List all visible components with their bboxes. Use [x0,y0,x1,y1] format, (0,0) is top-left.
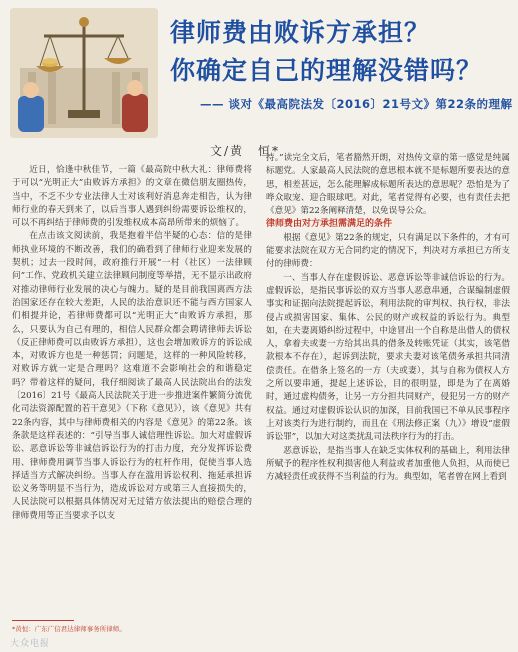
left-column [12,164,252,614]
paragraph: 恶意诉讼，是指当事人在缺乏实体权利的基础上，利用法律所赋予的程序性权利损害他人利益或者加重他人负担，从而使已方减轻责任或获得不当利益的行为。典型如，笔者曾在网上看到 [266,445,510,483]
footnote-rule [12,620,74,621]
author-byline: 文/黄 恒* [210,144,281,158]
article-subtitle: —— 谈对《最高院法发〔2016〕21号文》第22条的理解 [200,97,513,111]
header-illustration [10,8,158,138]
paragraph: 持。”读完全文后，笔者豁然开朗，对热传文章的第一感觉是纯属标题党。人家最高人民法院的意思根本就不是标题所要表达的意思，相差甚远，怎么能理解成标题所表达的意思呢？恐怕是为了哗众取宠、迎合眼球吧。对此，笔者觉得有必要，也有责任去把《意见》第22条阐释清楚，以免误导公众。 [266,153,510,217]
right-column [266,152,510,644]
title-line-1: 律师费由败诉方承担？ [170,18,431,47]
paragraph: 根据《意见》第22条的规定，只有满足以下条件的，才有可能要求法院在双方无合同约定的情况下，判决对方承担已方所支付的律师费： [266,232,510,270]
paragraph: 在点击该文阅读前，我是抱着半信半疑的心态：信的是律师执业环境的不断改善，我们的确看到了律师行业迎来发展的契机；过去一段时间，政府推行开展“一村（社区）一法律顾问”工作、党政机关建立法律顾问制度等举措，无不显示出政府对推动律师行业发展的决心与魄力。疑的是目前我国离西方法治国家还存在较大差距，人民的法治意识还不能与西方国家人们相提并论，若律师费都可以“光明正大”由败诉方承担，那么，只要认为自己有理的，相信人民群众都会聘请律师去诉讼（反正律师费可以由败诉方承担），这也会增加败诉方的诉讼成本，对败诉方也是一种惩罚；问题是，这样的一种风险转移，对败诉方就一定是合理吗？这难道不会影响社会的和谐稳定吗？带着这样的疑问，我仔细阅读了最高人民法院出台的法发〔2016〕21号《最高人民法院关于进一步推进案件繁简分流优化司法资源配置的若干意见》（下称《意见》），该《意见》共有22条内容，其中与律师费相关的内容是《意见》的第22条。该条款是这样表述的：“引导当事人诚信理性诉讼。加大对虚假诉讼、恶意诉讼等非诚信诉讼行为的打击力度，充分发挥诉讼费用、律师费用调节当事人诉讼行为的杠杆作用，促使当事人选择适当方式解决纠纷。当事人存在滥用诉讼权利、拖延承担诉讼义务等明显不当行为，造成诉讼对方或第三人直接损失的，人民法院可以根据具体情况对无过错方依法提出的赔偿合理的律师费用等正当要求予以支 [12,231,252,521]
title-line-2: 你确定自己的理解没错吗？ [170,56,483,85]
scales-of-justice-illustration [10,8,158,138]
paragraph: 近日，恰逢中秋佳节，一篇《最高院中秋大礼：律师费将于可以“光明正大”由败诉方承担》的文章在微信朋友圈热传，当中，不乏不少专业法律人士对该利好消息奔走相告，认为律师行业的春天到来了，以后当事人遇到纠纷需要诉讼维权的，可以不再纠结于律师费的引发维权成本高昂所带来的烦恼了。 [12,165,252,229]
paragraph: 一、当事人存在虚假诉讼、恶意诉讼等非诚信诉讼的行为。虚假诉讼，是指民事诉讼的双方当事人恶意串通，合谋编制虚假事实和证据向法院提起诉讼，利用法院的审判权、执行权，非法侵占或损害国家、集体、公民的财产或权益的诉讼行为。典型如，在夫妻离婚纠纷过程中，中途冒出一个自称是出借人的债权人，拿着夫或妻一方给其出具的借条及转账凭证（其实，该笔借款根本不存在），起诉到法院，要求夫妻对该笔债务承担共同清偿责任。在借条上签名的一方（夫或妻），其与自称为债权人方之所以要串通，提起上述诉讼，目的很明显，即是为了在离婚时，通过虚构债务，让另一方分担共同财产，侵犯另一方的财产权益。通过对虚假诉讼认识的加深，目前我国已不单从民事程序上对该类行为进行制约，而且在《刑法修正案（九）》增设“虚假诉讼罪”，以加大对这类扰乱司法秩序行为的打击。 [266,272,510,443]
article-title [170,14,510,90]
watermark-text: 大众电报 [10,639,51,649]
author-footnote: *黄恒：广东广信君达律师事务所律师。 [12,625,126,633]
section-heading: 律师费由对方承担需满足的条件 [266,219,393,230]
